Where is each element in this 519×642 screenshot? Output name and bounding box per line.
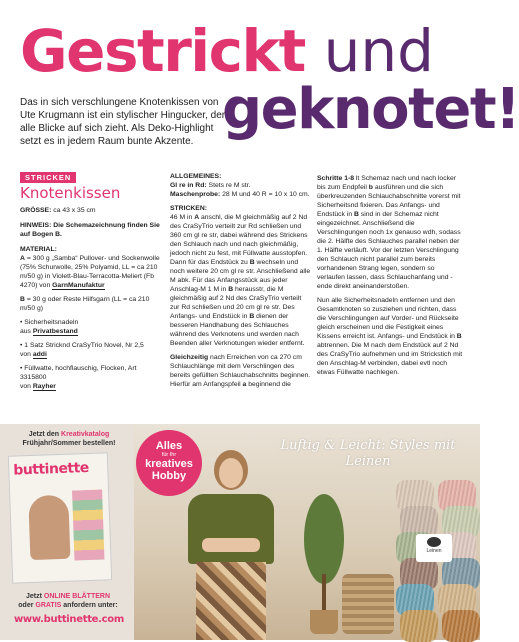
headline-bold: Gestrickt [20,17,305,85]
olive-tree-photo [304,494,344,634]
material-needles-von: von [20,351,31,358]
general-label: Gl re in Rd: [170,182,207,189]
steps-paragraph [317,174,463,291]
materials-column [20,172,162,396]
catalog-text: Frühjahr/Sommer bestellen! [22,440,116,447]
steps-text: lt Schemaz nach und nach locker bis zum Endpfeil [317,175,457,191]
material-a-von: von [39,282,51,289]
tree-leaves [304,494,344,584]
bullet: • [20,342,23,349]
hint-info [20,221,162,239]
model-arms [202,538,260,552]
knit-text: 46 M in [170,214,193,221]
yarn-skein [400,610,438,642]
general-rule [170,181,312,190]
material-a-text: = 300 g „Samba“ Pullover- und Sockenwolle (75% Schurwolle, 25% Polyamid, LL = ca 210 m/50 g) in Violett-Blau-Terracotta-Meliert (Fb 4270) [20,255,160,289]
material-needles-brand: addi [32,351,47,358]
knit-text: wechseln und noch weitere 20 cm gl re str. Anschließend alle M abk. Für das Anfangsstück aus jeder Anschlag-M 1 M in [170,259,311,293]
catalog-text: Jetzt den [28,431,60,438]
hobby-badge [136,430,202,496]
linen-ad[interactable] [134,424,480,640]
badge-text: Alles [155,440,183,452]
instructions-column [170,172,312,394]
badge-text: Hobby [151,470,187,482]
knotting-column [317,174,463,382]
online-word: Jetzt [25,593,42,600]
catalog-url-link[interactable]: www.buttinette.com [13,614,124,625]
yarn-label-text: Leinen [426,548,442,554]
knit-text: herausstr, die M gleichmäßig auf 2 Nd des CraSyTrio verteilt zur Rd schließen und 20 cm gl re str. Des Anfangs- und Endstück in [170,286,302,320]
material-fill [20,364,162,391]
catalog-ad[interactable] [0,424,134,640]
ad-tagline: Luftig & Leicht: Styles mit Leinen [280,438,456,469]
model-face [219,458,243,488]
material-a [20,254,162,290]
bullet: • [20,319,23,326]
material-a-label: A [20,255,25,262]
yarn-skein [442,610,480,642]
headline-line-1 [20,17,434,85]
tree-pot [310,610,338,634]
intro-paragraph: Das in sich verschlungene Knotenkissen von Ute Krugmann ist ein stylischer Hingucker, der alle Blicke auf sich zieht. Als Deko-Highlight setzt es in jedem Raum bunte Akzente. [20,97,226,147]
yarn-ref: B [456,333,462,340]
category-tag: STRICKEN [20,172,76,183]
material-safety [20,318,162,336]
badge-text: für Ihr [161,452,177,458]
project-name: Knotenkissen [20,184,121,202]
online-highlight: GRATIS [35,602,62,609]
material-heading: MATERIAL: [20,246,57,253]
catalog-order-text [14,430,124,448]
gleich-text: beginnend die [248,381,291,388]
basket-photo [342,574,394,634]
material-safety-text: Sicherheitsnadeln [24,319,79,326]
headline-light: und [323,17,434,85]
general-value: Stets re M str. [208,182,251,189]
material-a-brand: GarnManufaktur [52,282,105,289]
material-fill-text: Füllwatte, hochflauschig, Flocken, Art 3315800 [20,365,137,381]
gleich-label: Gleichzeitig [170,354,209,361]
headline-line-2: geknotet! [222,77,519,142]
online-highlight: ONLINE BLÄTTERN [43,593,110,600]
steps-text: ausführen und die sich überkreuzenden Schlauchabschnitte vorerst mit Sicherheitsnd fixieren. Das Anfangs- und Endstück in [317,184,461,218]
knit-text: dienen der besseren Handhabung des Schlauches während des Verknotens und werden nach Beenden aller Verknotungen wieder entfernt. [170,313,305,347]
hint-value: Die Schemazeichnung finden Sie auf Bogen B. [20,222,160,238]
online-word: anfordern unter: [63,602,118,609]
gauge-rule [170,190,312,199]
model-crochet-skirt [196,562,266,640]
yarn-ref: B [249,313,255,320]
cover-person-photo [28,495,70,560]
steps-text: sind in der Schemaz nicht eingezeichnet. Anschließend die Verschlingungen noch 1x genauso wdh, sodass die 2. Hälfte des Schlauches parallel neben der 1. Hälfte verläuft. Vor der letzten Verschlingung den Schlauch nicht parallel zum bereits vorhandenen Strang legen, sondern so verlaufen lassen, dass Schlauchanfang und -ende direkt aneinanderstoßen. [317,211,461,290]
material-b-label: B [20,296,25,303]
cover-yarn-shelf [72,490,104,561]
material-fill-brand: Rayher [32,383,56,390]
size-info [20,206,162,215]
catalog-brand: buttinette [13,459,90,479]
material-safety-von: aus [20,328,31,335]
yarn-ref: B [228,286,234,293]
knit-paragraph [170,213,312,348]
gauge-label: Maschenprobe: [170,191,221,198]
bullet: • [20,365,23,372]
yarn-ref: A [194,214,200,221]
finish-text: Nun alle Sicherheitsnadeln entfernen und den Gesamtknoten so zusziehen und richten, dass die Verschlingungen auf Vorder- und Rückseite gleich erscheinen und die Festigkeit eines Kissens erreicht ist. Anfangs- und Endstück in [317,297,459,340]
gleichzeitig-paragraph [170,353,312,389]
arrow-ref: b [368,184,373,191]
general-heading: ALLGEMEINES: [170,173,222,180]
badge-text: kreatives [145,458,193,470]
material-safety-brand: Privatbestand [32,328,78,335]
gleich-text: nach Erreichen von ca 270 cm Schlauchlänge mit dem Verschlingen des bereits gefüllten Schlauchabschnitts beginnen. Hierfür am Anfangspfeil [170,354,311,388]
online-word: oder [18,602,34,609]
gauge-value: 28 M und 40 R = 10 x 10 cm. [222,191,310,198]
arrow-ref: a [242,381,247,388]
catalog-highlight: Kreativkatalog [61,431,110,438]
yarn-ref: B [354,211,359,218]
material-b-text: = 30 g oder Reste Hilfsgarn (LL = ca 210 m/50 g) [20,296,150,312]
yarn-skeins [396,480,480,640]
sheep-logo-icon [427,537,441,547]
yarn-brand-label [416,534,452,562]
knit-heading: STRICKEN: [170,205,208,212]
material-needles-text: 1 Satz Stricknd CraSyTrio Novel, Nr 2,5 [24,342,144,349]
yarn-ref: B [249,259,255,266]
catalog-cover-image [8,452,112,583]
hint-label: HINWEIS: [20,222,52,229]
material-b [20,295,162,313]
knit-text: anschl, die M gleichmäßig auf 2 Nd des CraSyTrio verteilt zur Rd schließen und 360 cm gl re str, dabei während des Strickens den Schlauch nach und nach gleichmäßig, jedoch nicht zu fest, mit Füllwatte ausstopfen. Dann für das Endstück zu [170,214,308,266]
size-value: ca 43 x 35 cm [53,207,96,214]
steps-label: Schritte 1-8 [317,175,355,182]
finish-paragraph [317,296,463,377]
model-green-top [188,494,274,564]
online-text [4,592,132,610]
size-label: GRÖSSE: [20,207,52,214]
material-needles [20,341,162,359]
tree-stem [322,574,326,614]
material-fill-von: von [20,383,31,390]
finish-text: abtrennen. Die M nach dem Endstück auf 2 Nd des CraSyTrio aufnehmen und im Strickstich mit den Anschlag-M verbinden, dabei evtl noch etwas Füllwatte nachlegen. [317,342,463,376]
